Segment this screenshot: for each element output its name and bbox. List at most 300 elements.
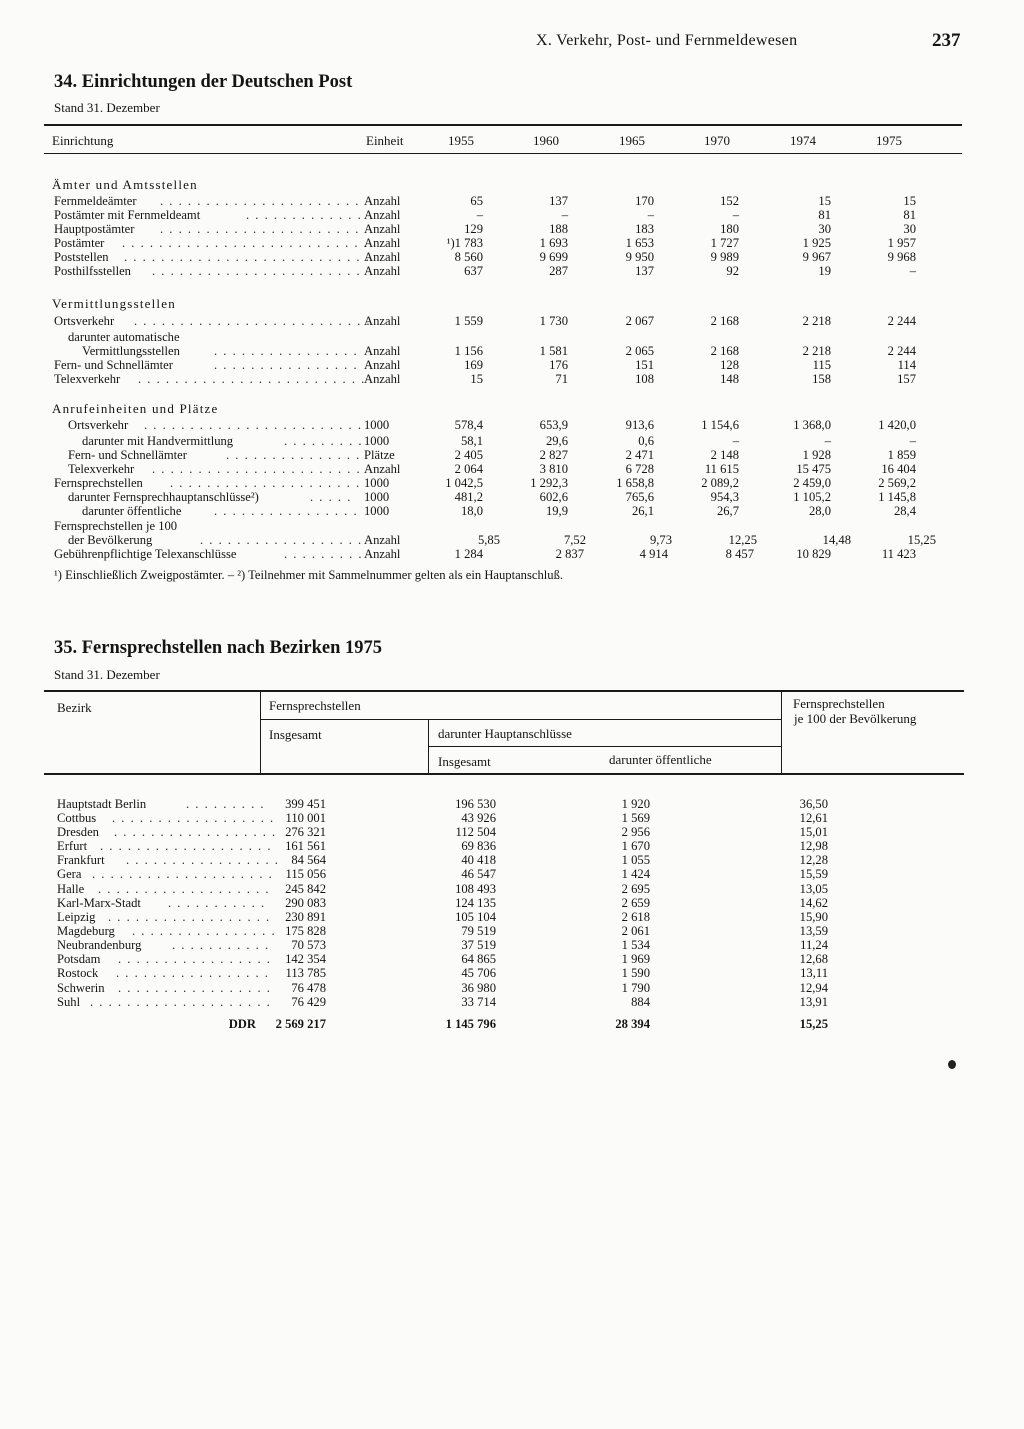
cell-1965: 108 <box>635 372 654 386</box>
table-row <box>0 250 1024 264</box>
table-row <box>0 924 1024 938</box>
table-row <box>0 264 1024 278</box>
table35-top-rule <box>44 690 964 692</box>
row-label: Posthilfsstellen <box>54 264 131 278</box>
cell-per100: 12,94 <box>799 981 828 995</box>
row-label: Postämter mit Fernmeldeamt <box>54 208 201 222</box>
cell-oeffentlich: 884 <box>631 995 650 1009</box>
cell-insgesamt: 142 354 <box>285 952 326 966</box>
bezirk-label: Dresden <box>57 825 99 839</box>
cell-1955: 1 156 <box>454 344 483 358</box>
table-row <box>0 358 1024 372</box>
table35-col-insgesamt: Insgesamt <box>269 727 322 742</box>
row-label: darunter automatische <box>68 330 180 344</box>
table-total-row <box>0 1017 1024 1031</box>
bezirk-label: Neubrandenburg <box>57 938 142 952</box>
cell-1965: 183 <box>635 222 654 236</box>
cell-1965: 2 067 <box>625 314 654 328</box>
cell-oeffentlich: 1 920 <box>621 797 650 811</box>
leader-dots: . . . . . . . . . . . . . . . . . . <box>112 811 275 825</box>
cell-haupt: 79 519 <box>461 924 496 938</box>
cell-1960: 19,9 <box>545 504 568 518</box>
row-unit: Anzahl <box>364 236 401 250</box>
cell-1975: 30 <box>903 222 916 236</box>
leader-dots: . . . . . . . . . . . <box>168 896 266 910</box>
cell-insgesamt: 276 321 <box>285 825 326 839</box>
bezirk-label: Magdeburg <box>57 924 115 938</box>
cell-1974: 15 475 <box>796 462 831 476</box>
cell-1974: 10 829 <box>796 547 831 561</box>
cell-1960: 7,52 <box>563 533 586 547</box>
row-label: Fern- und Schnellämter <box>68 448 187 462</box>
cell-haupt: 112 504 <box>455 825 496 839</box>
table-row <box>0 896 1024 910</box>
leader-dots: . . . . . . . . . . . . . . . . . . . . . . <box>160 194 360 208</box>
table34-col-year: 1955 <box>448 133 474 148</box>
total-haupt: 1 145 796 <box>445 1017 496 1031</box>
bezirk-label: Frankfurt <box>57 853 105 867</box>
row-label: Telexverkehr <box>54 372 121 386</box>
cell-1974: 2 218 <box>802 314 831 328</box>
table-row <box>0 533 1024 547</box>
table-row <box>0 853 1024 867</box>
cell-1975: 2 244 <box>887 314 916 328</box>
cell-1970: 2 089,2 <box>701 476 739 490</box>
table34-top-rule <box>44 124 962 126</box>
cell-1970: 954,3 <box>710 490 739 504</box>
table35-title: 35. Fernsprechstellen nach Bezirken 1975 <box>54 638 383 658</box>
cell-1955: – <box>476 208 483 222</box>
cell-haupt: 108 493 <box>455 882 496 896</box>
leader-dots: . . . . . . . . . . . . . . . . <box>214 344 359 358</box>
cell-1974: 30 <box>818 222 831 236</box>
table-row <box>0 867 1024 881</box>
total-insgesamt: 2 569 217 <box>275 1017 326 1031</box>
table35-col-per100-line1: Fernsprechstellen <box>793 696 885 711</box>
leader-dots: . . . . . . . . . . . . . <box>246 208 363 222</box>
bezirk-label: Erfurt <box>57 839 88 853</box>
cell-per100: 15,59 <box>799 867 828 881</box>
table-row <box>0 208 1024 222</box>
cell-oeffentlich: 1 424 <box>621 867 650 881</box>
cell-1974: 9 967 <box>802 250 831 264</box>
cell-1974: 115 <box>812 358 831 372</box>
cell-1974: 15 <box>818 194 831 208</box>
row-label: Fernmeldeämter <box>54 194 137 208</box>
cell-1960: 653,9 <box>539 418 568 432</box>
row-unit: Anzahl <box>364 462 401 476</box>
row-unit: Anzahl <box>364 547 401 561</box>
cell-1975: – <box>909 264 916 278</box>
cell-1965: 2 471 <box>625 448 654 462</box>
leader-dots: . . . . . . . . . . . . . . . . . . . . . . <box>160 222 360 236</box>
cell-1955: 1 284 <box>454 547 483 561</box>
cell-1975: 81 <box>903 208 916 222</box>
leader-dots: . . . . . . . . . . . <box>172 938 270 952</box>
bezirk-label: Karl-Marx-Stadt <box>57 896 141 910</box>
table35-subtitle: Stand 31. Dezember <box>54 667 160 682</box>
cell-1970: 2 168 <box>710 314 739 328</box>
cell-oeffentlich: 1 790 <box>621 981 650 995</box>
total-label: DDR <box>228 1017 256 1031</box>
cell-insgesamt: 76 478 <box>291 981 326 995</box>
table34-col-year: 1974 <box>790 133 816 148</box>
cell-per100: 13,11 <box>800 966 828 980</box>
leader-dots: . . . . . . . . . . . . . . . . . <box>126 853 280 867</box>
cell-1970: – <box>732 434 739 448</box>
cell-haupt: 64 865 <box>461 952 496 966</box>
table34-col-label: Einrichtung <box>52 133 114 148</box>
cell-per100: 15,90 <box>799 910 828 924</box>
leader-dots: . . . . . . . . . . . . . . . . . . . . . . . . . . <box>134 314 372 328</box>
cell-1974: 1 105,2 <box>793 490 831 504</box>
row-label: darunter mit Handvermittlung <box>82 434 234 448</box>
cell-1970: 26,7 <box>716 504 739 518</box>
row-unit: Anzahl <box>364 358 401 372</box>
row-unit: 1000 <box>364 434 390 448</box>
bezirk-label: Gera <box>57 867 82 881</box>
table34-col-year: 1975 <box>876 133 902 148</box>
table35-sub-rule <box>429 746 781 747</box>
table34-section-heading: Anrufeinheiten und Plätze <box>52 401 219 416</box>
cell-1955: 129 <box>464 222 483 236</box>
cell-insgesamt: 115 056 <box>285 867 326 881</box>
table34-col-year: 1970 <box>704 133 730 148</box>
table34-col-year: 1965 <box>619 133 645 148</box>
cell-1975: 2 569,2 <box>878 476 916 490</box>
bezirk-label: Potsdam <box>57 952 101 966</box>
bezirk-label: Rostock <box>57 966 99 980</box>
leader-dots: . . . . . . . . . . . . . . . . . . . . . . . . . . . <box>122 236 369 250</box>
leader-dots: . . . . . . . . . . . . . . . . . . . . . . . <box>152 462 362 476</box>
leader-dots: . . . . . <box>310 490 352 504</box>
cell-1960: 188 <box>549 222 568 236</box>
cell-1974: 1 925 <box>802 236 831 250</box>
table35-col-per100-line2: je 100 der Bevölkerung <box>794 711 917 726</box>
cell-1960: – <box>561 208 568 222</box>
cell-1975: 15,25 <box>907 533 936 547</box>
leader-dots: . . . . . . . . . . . . . . . . . . <box>200 533 363 547</box>
cell-1965: 26,1 <box>631 504 654 518</box>
leader-dots: . . . . . . . . . . . . . . . . . . . . <box>90 995 272 1009</box>
table35-col-haupt-oeffentlich: darunter öffentliche <box>609 752 712 767</box>
row-unit: Anzahl <box>364 194 401 208</box>
cell-1965: 913,6 <box>625 418 654 432</box>
row-unit: Anzahl <box>364 314 401 328</box>
bezirk-label: Leipzig <box>57 910 96 924</box>
leader-dots: . . . . . . . . . . . . . . . . . <box>116 966 270 980</box>
table34-section-heading: Vermittlungsstellen <box>52 296 176 311</box>
cell-1955: 2 064 <box>454 462 483 476</box>
leader-dots: . . . . . . . . . . . . . . . <box>226 448 361 462</box>
cell-haupt: 105 104 <box>455 910 496 924</box>
table34-col-unit: Einheit <box>366 133 404 148</box>
table34-title: 34. Einrichtungen der Deutschen Post <box>54 72 353 92</box>
table-row <box>0 882 1024 896</box>
table-row <box>0 222 1024 236</box>
leader-dots: . . . . . . . . . . . . . . . . . . <box>114 825 277 839</box>
cell-1960: 176 <box>549 358 568 372</box>
cell-1974: 2 218 <box>802 344 831 358</box>
cell-insgesamt: 230 891 <box>285 910 326 924</box>
cell-haupt: 196 530 <box>455 797 496 811</box>
cell-insgesamt: 175 828 <box>285 924 326 938</box>
cell-1965: 1 658,8 <box>616 476 654 490</box>
cell-1955: 8 560 <box>454 250 483 264</box>
cell-1974: 81 <box>818 208 831 222</box>
cell-per100: 11,24 <box>800 938 828 952</box>
table35-col-divider <box>260 692 261 774</box>
row-unit: Anzahl <box>364 533 401 547</box>
leader-dots: . . . . . . . . . . . . . . . . . . . . . . . . . <box>138 372 366 386</box>
leader-dots: . . . . . . . . . . . . . . . . <box>214 504 359 518</box>
row-label: Vermittlungsstellen <box>82 344 180 358</box>
cell-1970: 152 <box>720 194 739 208</box>
table35-header-rule <box>44 773 964 775</box>
cell-1970: 128 <box>720 358 739 372</box>
cell-1955: 2 405 <box>454 448 483 462</box>
table35-col-divider <box>781 692 782 774</box>
cell-1974: 2 459,0 <box>793 476 831 490</box>
cell-haupt: 46 547 <box>461 867 496 881</box>
cell-1955: ¹)1 783 <box>446 236 483 250</box>
row-label: Telexverkehr <box>68 462 135 476</box>
leader-dots: . . . . . . . . . . . . . . . . . . . <box>98 882 270 896</box>
cell-1955: 637 <box>464 264 483 278</box>
cell-oeffentlich: 1 590 <box>621 966 650 980</box>
table-row <box>0 839 1024 853</box>
table-row <box>0 938 1024 952</box>
cell-1974: 19 <box>818 264 831 278</box>
cell-insgesamt: 76 429 <box>291 995 326 1009</box>
table-row <box>0 434 1024 448</box>
cell-1970: – <box>732 208 739 222</box>
cell-1970: 2 168 <box>710 344 739 358</box>
cell-1970: 2 148 <box>710 448 739 462</box>
cell-per100: 15,01 <box>799 825 828 839</box>
cell-haupt: 69 836 <box>461 839 496 853</box>
cell-1974: 14,48 <box>822 533 851 547</box>
table35-col-fernsprechstellen: Fernsprechstellen <box>269 698 361 713</box>
cell-1960: 602,6 <box>539 490 568 504</box>
table-row <box>0 952 1024 966</box>
cell-1965: 170 <box>635 194 654 208</box>
leader-dots: . . . . . . . . . . . . . . . . . . . . . . . . <box>144 418 363 432</box>
cell-1975: 1 145,8 <box>878 490 916 504</box>
cell-oeffentlich: 1 569 <box>621 811 650 825</box>
leader-dots: . . . . . . . . . . . . . . . . <box>214 358 359 372</box>
cell-haupt: 124 135 <box>455 896 496 910</box>
table-row <box>0 995 1024 1009</box>
cell-1975: 114 <box>897 358 916 372</box>
cell-per100: 36,50 <box>799 797 828 811</box>
cell-1965: 151 <box>635 358 654 372</box>
bezirk-label: Halle <box>57 882 85 896</box>
cell-1975: 15 <box>903 194 916 208</box>
leader-dots: . . . . . . . . . <box>284 434 364 448</box>
cell-1960: 9 699 <box>539 250 568 264</box>
cell-per100: 12,98 <box>799 839 828 853</box>
cell-1965: 137 <box>635 264 654 278</box>
cell-1974: – <box>824 434 831 448</box>
cell-1955: 15 <box>470 372 483 386</box>
cell-1975: 11 423 <box>881 547 916 561</box>
cell-insgesamt: 110 001 <box>285 811 326 825</box>
bezirk-label: Cottbus <box>57 811 97 825</box>
cell-1975: 9 968 <box>887 250 916 264</box>
cell-per100: 14,62 <box>799 896 828 910</box>
cell-1970: 148 <box>720 372 739 386</box>
cell-per100: 12,28 <box>799 853 828 867</box>
table34-header-rule <box>44 153 962 154</box>
cell-1975: 28,4 <box>893 504 916 518</box>
cell-oeffentlich: 2 659 <box>621 896 650 910</box>
cell-1975: 16 404 <box>881 462 916 476</box>
cell-1965: 9,73 <box>649 533 672 547</box>
row-label: Poststellen <box>54 250 109 264</box>
cell-1960: 137 <box>549 194 568 208</box>
table-row <box>0 797 1024 811</box>
cell-1955: 1 559 <box>454 314 483 328</box>
row-label: Fernsprechstellen je 100 <box>54 519 178 533</box>
cell-1960: 1 693 <box>539 236 568 250</box>
cell-1970: 9 989 <box>710 250 739 264</box>
table-row <box>0 372 1024 386</box>
cell-1960: 1 292,3 <box>530 476 568 490</box>
cell-haupt: 36 980 <box>461 981 496 995</box>
leader-dots: . . . . . . . . . . . . . . . . . . . <box>100 839 272 853</box>
cell-oeffentlich: 2 618 <box>621 910 650 924</box>
table-row <box>0 462 1024 476</box>
cell-1970: 12,25 <box>728 533 757 547</box>
cell-1965: – <box>647 208 654 222</box>
cell-1960: 2 837 <box>555 547 584 561</box>
row-label: Gebührenpflichtige Telexanschlüsse <box>54 547 237 561</box>
cell-1974: 28,0 <box>808 504 831 518</box>
row-unit: 1000 <box>364 418 390 432</box>
cell-1965: 9 950 <box>625 250 654 264</box>
row-unit: 1000 <box>364 504 390 518</box>
cell-oeffentlich: 1 055 <box>621 853 650 867</box>
table35-col-darunter-haupt: darunter Hauptanschlüsse <box>438 726 572 741</box>
row-label: darunter öffentliche <box>82 504 182 518</box>
row-label: Hauptpostämter <box>54 222 135 236</box>
cell-1955: 58,1 <box>460 434 483 448</box>
cell-1970: 180 <box>720 222 739 236</box>
cell-1974: 1 928 <box>802 448 831 462</box>
cell-1955: 5,85 <box>477 533 500 547</box>
leader-dots: . . . . . . . . . <box>186 797 266 811</box>
row-label: Ortsverkehr <box>68 418 129 432</box>
table-row <box>0 194 1024 208</box>
cell-1965: 4 914 <box>639 547 668 561</box>
leader-dots: . . . . . . . . . . . . . . . . . . . . . <box>170 476 361 490</box>
cell-1970: 1 154,6 <box>701 418 739 432</box>
cell-1970: 11 615 <box>704 462 739 476</box>
cell-insgesamt: 113 785 <box>285 966 326 980</box>
cell-1965: 1 653 <box>625 236 654 250</box>
cell-1960: 29,6 <box>545 434 568 448</box>
running-header: X. Verkehr, Post- und Fernmeldewesen <box>536 32 798 49</box>
table-row <box>0 418 1024 432</box>
cell-1970: 92 <box>726 264 739 278</box>
table-row <box>0 236 1024 250</box>
total-oeffentlich: 28 394 <box>615 1017 650 1031</box>
row-unit: 1000 <box>364 476 390 490</box>
cell-1955: 1 042,5 <box>445 476 483 490</box>
cell-haupt: 45 706 <box>461 966 496 980</box>
row-label: Fernsprechstellen <box>54 476 143 490</box>
row-unit: Anzahl <box>364 264 401 278</box>
table34-section-heading: Ämter und Amtsstellen <box>52 177 198 192</box>
row-unit: Anzahl <box>364 250 401 264</box>
cell-per100: 13,59 <box>799 924 828 938</box>
leader-dots: . . . . . . . . . <box>284 547 364 561</box>
table-row <box>0 314 1024 328</box>
leader-dots: . . . . . . . . . . . . . . . . <box>132 924 277 938</box>
cell-1960: 1 730 <box>539 314 568 328</box>
cell-oeffentlich: 1 534 <box>621 938 650 952</box>
table34-footnote: ¹) Einschließlich Zweigpostämter. – ²) Teilnehmer mit Sammelnummer gelten als ein Hauptanschluß. <box>54 568 564 582</box>
table35-col-bezirk: Bezirk <box>57 700 92 715</box>
cell-insgesamt: 290 083 <box>285 896 326 910</box>
table-row <box>0 344 1024 358</box>
cell-haupt: 33 714 <box>461 995 496 1009</box>
cell-1975: 2 244 <box>887 344 916 358</box>
table35-col-divider <box>428 720 429 774</box>
cell-1970: 1 727 <box>710 236 739 250</box>
cell-1965: 6 728 <box>625 462 654 476</box>
cell-oeffentlich: 1 969 <box>621 952 650 966</box>
cell-oeffentlich: 2 061 <box>621 924 650 938</box>
cell-1965: 2 065 <box>625 344 654 358</box>
cell-1955: 65 <box>470 194 483 208</box>
ink-speck <box>948 1060 956 1069</box>
table-row <box>0 330 1024 344</box>
cell-per100: 13,91 <box>799 995 828 1009</box>
row-unit: Anzahl <box>364 372 401 386</box>
cell-oeffentlich: 2 695 <box>621 882 650 896</box>
row-label: Fern- und Schnellämter <box>54 358 173 372</box>
row-unit: Plätze <box>364 448 395 462</box>
row-label: der Bevölkerung <box>68 533 153 547</box>
cell-1975: 1 420,0 <box>878 418 916 432</box>
table-row <box>0 981 1024 995</box>
leader-dots: . . . . . . . . . . . . . . . . . . <box>108 910 271 924</box>
leader-dots: . . . . . . . . . . . . . . . . . <box>118 952 272 966</box>
table-row <box>0 547 1024 561</box>
row-label: darunter Fernsprechhauptanschlüsse²) <box>68 490 259 504</box>
total-per100: 15,25 <box>799 1017 828 1031</box>
cell-per100: 12,68 <box>799 952 828 966</box>
cell-insgesamt: 399 451 <box>285 797 326 811</box>
cell-1960: 71 <box>555 372 568 386</box>
leader-dots: . . . . . . . . . . . . . . . . . . . . . . . . . . . <box>124 250 371 264</box>
cell-haupt: 37 519 <box>461 938 496 952</box>
cell-1975: 1 957 <box>887 236 916 250</box>
cell-haupt: 43 926 <box>461 811 496 825</box>
table-row <box>0 825 1024 839</box>
table-row <box>0 490 1024 504</box>
cell-insgesamt: 70 573 <box>291 938 326 952</box>
cell-1960: 1 581 <box>539 344 568 358</box>
row-unit: Anzahl <box>364 208 401 222</box>
table35-sub-rule <box>261 719 781 720</box>
table-row <box>0 504 1024 518</box>
table34-subtitle: Stand 31. Dezember <box>54 100 160 115</box>
row-label: Postämter <box>54 236 105 250</box>
cell-1955: 169 <box>464 358 483 372</box>
